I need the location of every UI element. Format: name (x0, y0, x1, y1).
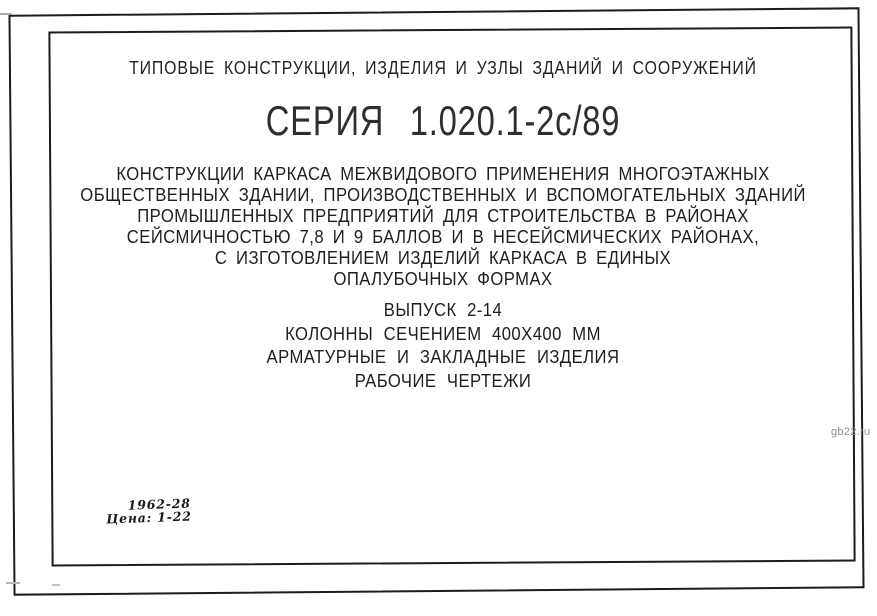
issue-type-line: РАБОЧИЕ ЧЕРТЕЖИ (354, 369, 532, 391)
description-line: ОПАЛУБОЧНЫХ ФОРМАХ (333, 268, 553, 289)
scan-speck (0, 13, 12, 15)
document-category-header: ТИПОВЫЕ КОНСТРУКЦИИ, ИЗДЕЛИЯ И УЗЛЫ ЗДАНИЙ И СООРУЖЕНИЙ (129, 58, 757, 78)
description-line: КОНСТРУКЦИИ КАРКАСА МЕЖВИДОВОГО ПРИМЕНЕНИЯ МНОГОЭТАЖНЫХ (116, 163, 770, 184)
description-line: ОБЩЕСТВЕННЫХ ЗДАНИИ, ПРОИЗВОДСТВЕННЫХ И ВСПОМОГАТЕЛЬНЫХ ЗДАНИЙ (80, 184, 806, 205)
issue-number-line: ВЫПУСК 2-14 (383, 299, 503, 320)
scan-speck (6, 582, 20, 584)
stamp-code: 1962-28 (127, 495, 191, 513)
issue-subject-line: КОЛОННЫ СЕЧЕНИЕМ 400Х400 ММ (285, 322, 601, 344)
description-line: С ИЗГОТОВЛЕНИЕМ ИЗДЕЛИЙ КАРКАСА В ЕДИНЫХ (214, 247, 672, 268)
issue-block (80, 298, 805, 392)
site-watermark: gb22.ru (831, 426, 871, 438)
series-title: СЕРИЯ 1.020.1-2с/89 (265, 97, 621, 144)
description-line: СЕЙСМИЧНОСТЬЮ 7,8 И 9 БАЛЛОВ И В НЕСЕЙСМИЧЕСКИХ РАЙОНАХ, (126, 226, 760, 247)
handwritten-stamp (105, 495, 192, 526)
stamp-price: Цена: 1-22 (105, 508, 192, 526)
description-paragraph (80, 163, 805, 289)
description-line: ПРОМЫШЛЕННЫХ ПРЕДПРИЯТИЙ ДЛЯ СТРОИТЕЛЬСТВА В РАЙОНАХ (137, 205, 749, 226)
issue-subject-line: АРМАТУРНЫЕ И ЗАКЛАДНЫЕ ИЗДЕЛИЯ (266, 346, 620, 367)
scan-speck (52, 584, 60, 586)
